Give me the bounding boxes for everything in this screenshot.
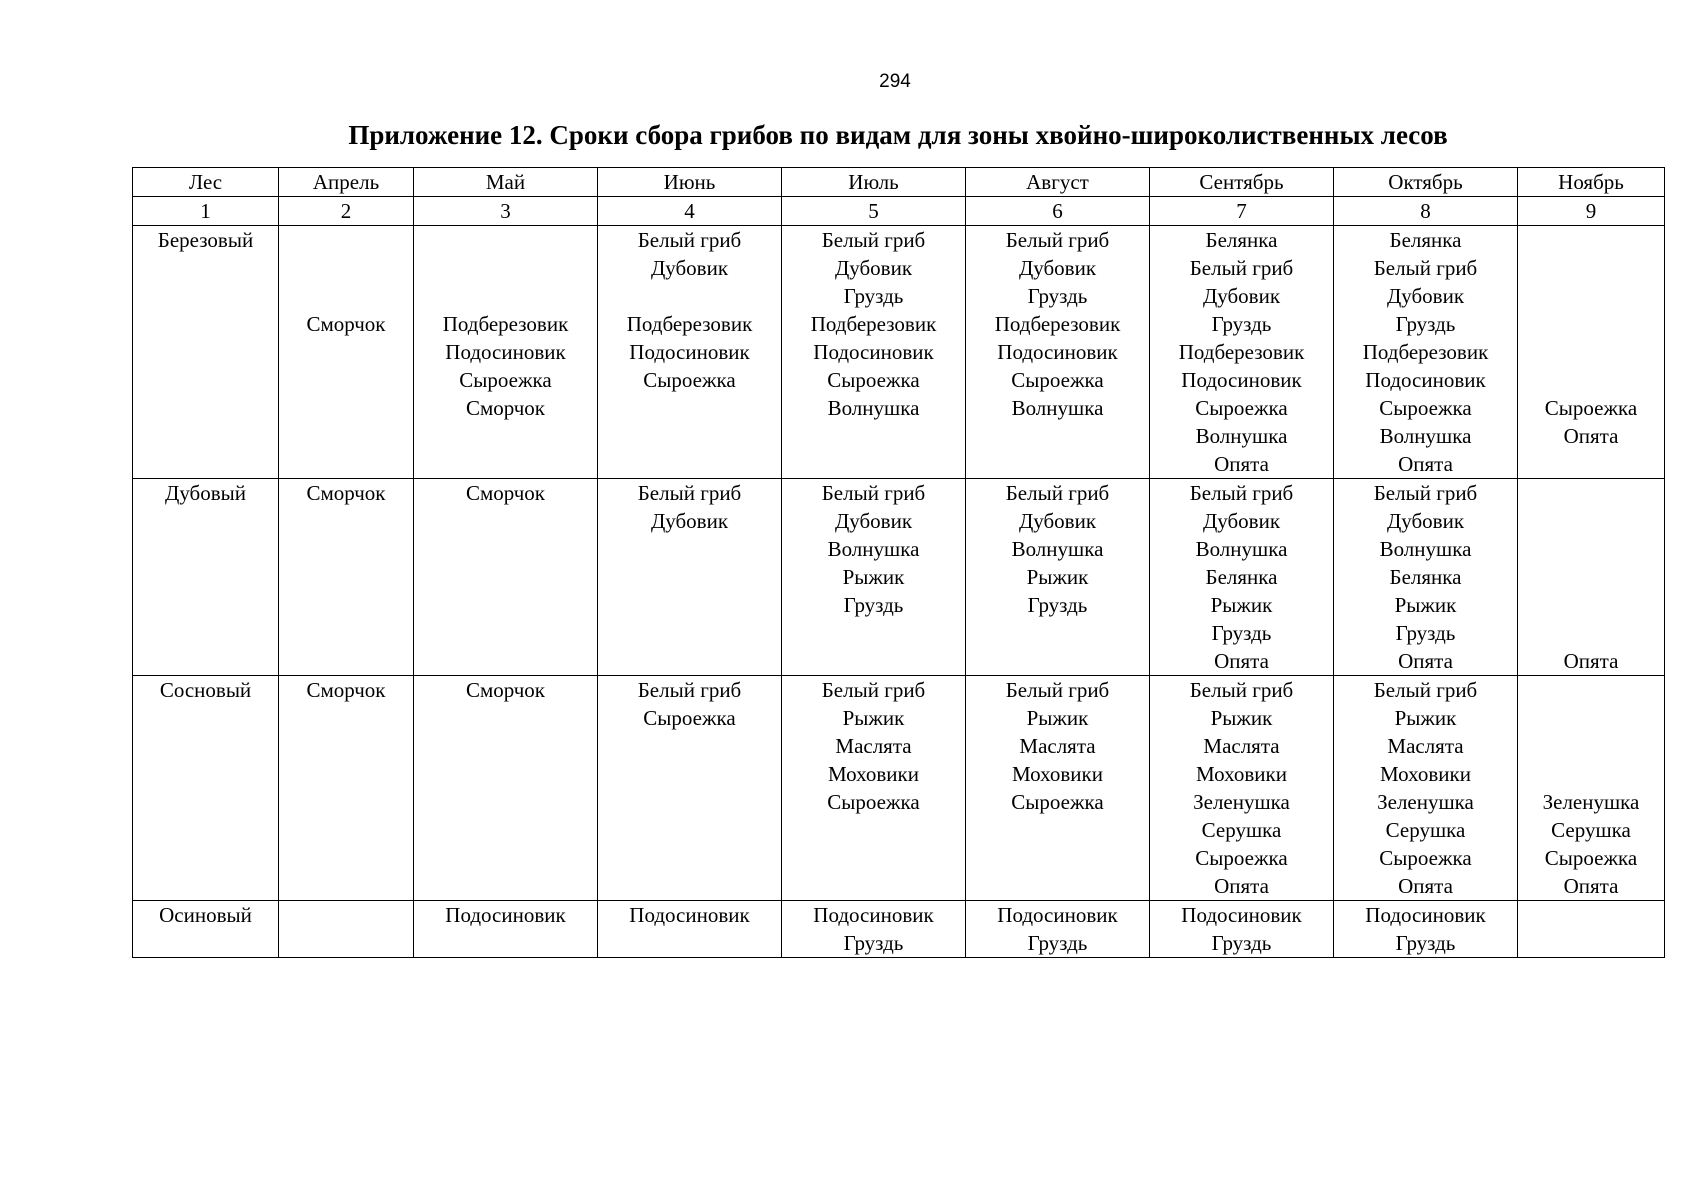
month-cell <box>1150 901 1334 958</box>
month-cell <box>782 901 966 958</box>
forest-type-label: Березовый <box>157 228 254 252</box>
table-row <box>133 226 1665 479</box>
mushroom-name: Груздь <box>1211 621 1272 645</box>
forest-type-cell <box>133 479 279 676</box>
mushroom-name: Подосиновик <box>629 340 750 364</box>
mushroom-name: Моховики <box>1380 762 1471 786</box>
mushroom-name: Подосиновик <box>1365 903 1486 927</box>
mushroom-name: Белый гриб <box>1005 481 1110 505</box>
table-row <box>133 676 1665 901</box>
month-cell <box>966 901 1150 958</box>
mushroom-name: Сыроежка <box>1011 790 1104 814</box>
table-body <box>133 168 1665 958</box>
mushroom-name <box>1518 226 1664 254</box>
column-header: Июнь <box>598 168 782 197</box>
mushroom-name: Груздь <box>843 593 904 617</box>
mushroom-name <box>1518 704 1664 732</box>
mushroom-name: Подберезовик <box>810 312 937 336</box>
mushroom-name: Сыроежка <box>643 368 736 392</box>
mushroom-name: Опята <box>1563 649 1619 673</box>
mushroom-name: Волнушка <box>1195 424 1288 448</box>
mushroom-name: Сморчок <box>465 481 546 505</box>
mushroom-name: Груздь <box>1027 593 1088 617</box>
mushroom-name: Опята <box>1398 452 1453 476</box>
mushroom-name: Сыроежка <box>827 790 920 814</box>
column-number: 5 <box>782 197 966 226</box>
mushroom-name: Белый гриб <box>637 481 742 505</box>
month-cell <box>598 479 782 676</box>
mushroom-name: Волнушка <box>1011 537 1104 561</box>
mushroom-name: Подосиновик <box>629 903 750 927</box>
mushroom-name <box>1518 479 1664 507</box>
mushroom-name: Груздь <box>1211 931 1272 955</box>
mushroom-name: Груздь <box>1027 931 1088 955</box>
month-cell <box>414 226 598 479</box>
mushroom-name: Сморчок <box>465 678 546 702</box>
mushroom-name: Подберезовик <box>1362 340 1489 364</box>
mushroom-name: Рыжик <box>1210 706 1273 730</box>
mushroom-name: Белый гриб <box>1373 678 1478 702</box>
mushroom-name: Белый гриб <box>1373 481 1478 505</box>
column-header: Август <box>966 168 1150 197</box>
mushroom-name: Маслята <box>835 734 912 758</box>
mushroom-name: Маслята <box>1203 734 1280 758</box>
mushroom-name: Белый гриб <box>1373 256 1478 280</box>
mushroom-name: Подберезовик <box>442 312 569 336</box>
mushroom-name <box>1518 282 1664 310</box>
mushroom-name: Груздь <box>1027 284 1088 308</box>
mushroom-name <box>598 282 781 310</box>
month-cell <box>279 479 414 676</box>
month-cell <box>1518 226 1665 479</box>
column-number: 2 <box>279 197 414 226</box>
mushroom-name: Белый гриб <box>1189 256 1294 280</box>
mushroom-name: Подосиновик <box>997 903 1118 927</box>
mushroom-name <box>1518 619 1664 647</box>
mushroom-name: Волнушка <box>1379 424 1472 448</box>
mushroom-name: Рыжик <box>1210 593 1273 617</box>
month-cell <box>279 226 414 479</box>
forest-type-label: Дубовый <box>165 481 246 505</box>
mushroom-name: Белый гриб <box>1189 481 1294 505</box>
mushroom-name <box>1518 507 1664 535</box>
column-number-row <box>133 197 1665 226</box>
mushroom-name: Сморчок <box>306 312 386 336</box>
mushroom-name: Белый гриб <box>821 678 926 702</box>
mushroom-name: Белый гриб <box>821 481 926 505</box>
mushroom-name: Опята <box>1214 452 1269 476</box>
mushroom-name <box>1518 254 1664 282</box>
mushroom-name: Белый гриб <box>821 228 926 252</box>
column-header: Май <box>414 168 598 197</box>
month-cell <box>279 901 414 958</box>
mushroom-name: Подберезовик <box>994 312 1121 336</box>
mushroom-name: Серушка <box>1385 818 1466 842</box>
mushroom-name: Белый гриб <box>1005 228 1110 252</box>
mushroom-name <box>1518 732 1664 760</box>
mushroom-name <box>1518 338 1664 366</box>
mushroom-name: Белый гриб <box>1189 678 1294 702</box>
mushroom-name: Подосиновик <box>813 340 934 364</box>
month-cell <box>1334 226 1518 479</box>
mushroom-name: Белянка <box>1389 565 1462 589</box>
mushroom-name: Дубовик <box>1018 256 1097 280</box>
column-header: Октябрь <box>1334 168 1518 197</box>
mushroom-name: Белый гриб <box>1005 678 1110 702</box>
mushroom-name: Волнушка <box>1195 537 1288 561</box>
mushroom-name <box>1518 563 1664 591</box>
mushroom-name: Зеленушка <box>1193 790 1290 814</box>
column-number: 4 <box>598 197 782 226</box>
mushroom-name: Груздь <box>1395 931 1456 955</box>
mushroom-name: Сыроежка <box>1544 846 1638 870</box>
month-cell <box>1518 479 1665 676</box>
forest-type-label: Сосновый <box>159 678 252 702</box>
month-cell <box>1150 479 1334 676</box>
mushroom-name <box>1518 535 1664 563</box>
mushroom-name: Сыроежка <box>459 368 552 392</box>
mushroom-name: Подберезовик <box>626 312 753 336</box>
mushroom-name: Белянка <box>1205 228 1278 252</box>
mushroom-name: Волнушка <box>827 537 920 561</box>
mushroom-name: Сыроежка <box>1544 396 1638 420</box>
mushroom-name: Груздь <box>1395 312 1456 336</box>
mushroom-name: Сыроежка <box>643 706 736 730</box>
column-header: Лес <box>133 168 279 197</box>
mushroom-name: Подосиновик <box>1181 903 1302 927</box>
month-cell <box>1518 901 1665 958</box>
mushroom-name: Дубовик <box>650 509 729 533</box>
mushroom-name: Подосиновик <box>1181 368 1302 392</box>
mushroom-name <box>1518 760 1664 788</box>
month-cell <box>598 226 782 479</box>
month-cell <box>966 479 1150 676</box>
table-row <box>133 901 1665 958</box>
column-number: 8 <box>1334 197 1518 226</box>
mushroom-name: Волнушка <box>1379 537 1472 561</box>
mushroom-name: Сморчок <box>306 481 386 505</box>
month-cell <box>1518 676 1665 901</box>
mushroom-name: Дубовик <box>834 509 913 533</box>
mushroom-schedule-table <box>132 167 1665 958</box>
mushroom-name <box>1518 591 1664 619</box>
mushroom-name <box>1518 366 1664 394</box>
mushroom-name: Дубовик <box>1202 509 1281 533</box>
mushroom-name: Подосиновик <box>997 340 1118 364</box>
mushroom-name: Маслята <box>1387 734 1464 758</box>
mushroom-name: Сморчок <box>306 678 386 702</box>
table-row <box>133 479 1665 676</box>
mushroom-name: Белый гриб <box>637 228 742 252</box>
mushroom-name: Сыроежка <box>1379 846 1472 870</box>
column-number: 7 <box>1150 197 1334 226</box>
mushroom-name: Подосиновик <box>445 903 566 927</box>
mushroom-name: Дубовик <box>834 256 913 280</box>
column-number: 3 <box>414 197 598 226</box>
mushroom-name: Моховики <box>828 762 919 786</box>
mushroom-name: Груздь <box>1211 312 1272 336</box>
column-header: Ноябрь <box>1518 168 1665 197</box>
header-row <box>133 168 1665 197</box>
mushroom-name: Дубовик <box>1202 284 1281 308</box>
mushroom-name <box>279 226 413 254</box>
page-title: Приложение 12. Сроки сбора грибов по видам для зоны хвойно-широколиственных лесов <box>348 120 1448 150</box>
month-cell <box>782 479 966 676</box>
mushroom-name: Груздь <box>1395 621 1456 645</box>
mushroom-name: Сморчок <box>465 396 546 420</box>
mushroom-name: Сыроежка <box>1011 368 1104 392</box>
mushroom-name: Белянка <box>1389 228 1462 252</box>
mushroom-name <box>279 282 413 310</box>
forest-type-cell <box>133 226 279 479</box>
month-cell <box>598 676 782 901</box>
mushroom-name: Зеленушка <box>1542 790 1640 814</box>
column-header: Сентябрь <box>1150 168 1334 197</box>
mushroom-name <box>279 254 413 282</box>
mushroom-name: Белый гриб <box>637 678 742 702</box>
mushroom-name <box>414 226 597 254</box>
month-cell <box>782 226 966 479</box>
mushroom-name: Маслята <box>1019 734 1096 758</box>
mushroom-name: Опята <box>1398 874 1453 898</box>
mushroom-name: Дубовик <box>650 256 729 280</box>
mushroom-name: Рыжик <box>1394 593 1457 617</box>
mushroom-name: Серушка <box>1201 818 1282 842</box>
mushroom-name: Рыжик <box>842 706 905 730</box>
mushroom-name: Сыроежка <box>1195 396 1288 420</box>
month-cell <box>1334 676 1518 901</box>
mushroom-name: Груздь <box>843 931 904 955</box>
mushroom-name <box>1518 676 1664 704</box>
mushroom-name: Сыроежка <box>1379 396 1472 420</box>
forest-type-cell <box>133 676 279 901</box>
month-cell <box>598 901 782 958</box>
month-cell <box>1150 226 1334 479</box>
column-number: 6 <box>966 197 1150 226</box>
mushroom-name: Зеленушка <box>1377 790 1474 814</box>
mushroom-name: Опята <box>1398 649 1453 673</box>
column-header: Апрель <box>279 168 414 197</box>
mushroom-name: Сыроежка <box>827 368 920 392</box>
mushroom-name: Опята <box>1563 424 1619 448</box>
mushroom-name: Дубовик <box>1386 284 1465 308</box>
forest-type-label: Осиновый <box>159 903 252 927</box>
month-cell <box>966 676 1150 901</box>
month-cell <box>1334 901 1518 958</box>
page-number: 294 <box>879 71 911 92</box>
mushroom-name: Опята <box>1214 649 1269 673</box>
mushroom-name: Волнушка <box>827 396 920 420</box>
month-cell <box>414 901 598 958</box>
month-cell <box>1334 479 1518 676</box>
mushroom-name: Моховики <box>1196 762 1287 786</box>
month-cell <box>414 479 598 676</box>
mushroom-name: Моховики <box>1012 762 1103 786</box>
column-number: 1 <box>133 197 279 226</box>
mushroom-name: Опята <box>1563 874 1619 898</box>
mushroom-name: Сыроежка <box>1195 846 1288 870</box>
mushroom-name <box>1518 310 1664 338</box>
column-header: Июль <box>782 168 966 197</box>
mushroom-name: Дубовик <box>1386 509 1465 533</box>
month-cell <box>279 676 414 901</box>
mushroom-name: Рыжик <box>1026 565 1089 589</box>
mushroom-name: Опята <box>1214 874 1269 898</box>
mushroom-name: Серушка <box>1551 818 1631 842</box>
mushroom-name: Волнушка <box>1011 396 1104 420</box>
column-number: 9 <box>1518 197 1665 226</box>
forest-type-cell <box>133 901 279 958</box>
mushroom-name: Белянка <box>1205 565 1278 589</box>
mushroom-name: Рыжик <box>1026 706 1089 730</box>
mushroom-name <box>414 254 597 282</box>
mushroom-name: Подосиновик <box>445 340 566 364</box>
month-cell <box>966 226 1150 479</box>
month-cell <box>414 676 598 901</box>
mushroom-name <box>414 282 597 310</box>
mushroom-name: Подберезовик <box>1178 340 1305 364</box>
mushroom-name: Подосиновик <box>1365 368 1486 392</box>
month-cell <box>782 676 966 901</box>
month-cell <box>1150 676 1334 901</box>
mushroom-name: Подосиновик <box>813 903 934 927</box>
mushroom-name: Дубовик <box>1018 509 1097 533</box>
mushroom-name: Рыжик <box>842 565 905 589</box>
mushroom-name: Рыжик <box>1394 706 1457 730</box>
mushroom-name: Груздь <box>843 284 904 308</box>
